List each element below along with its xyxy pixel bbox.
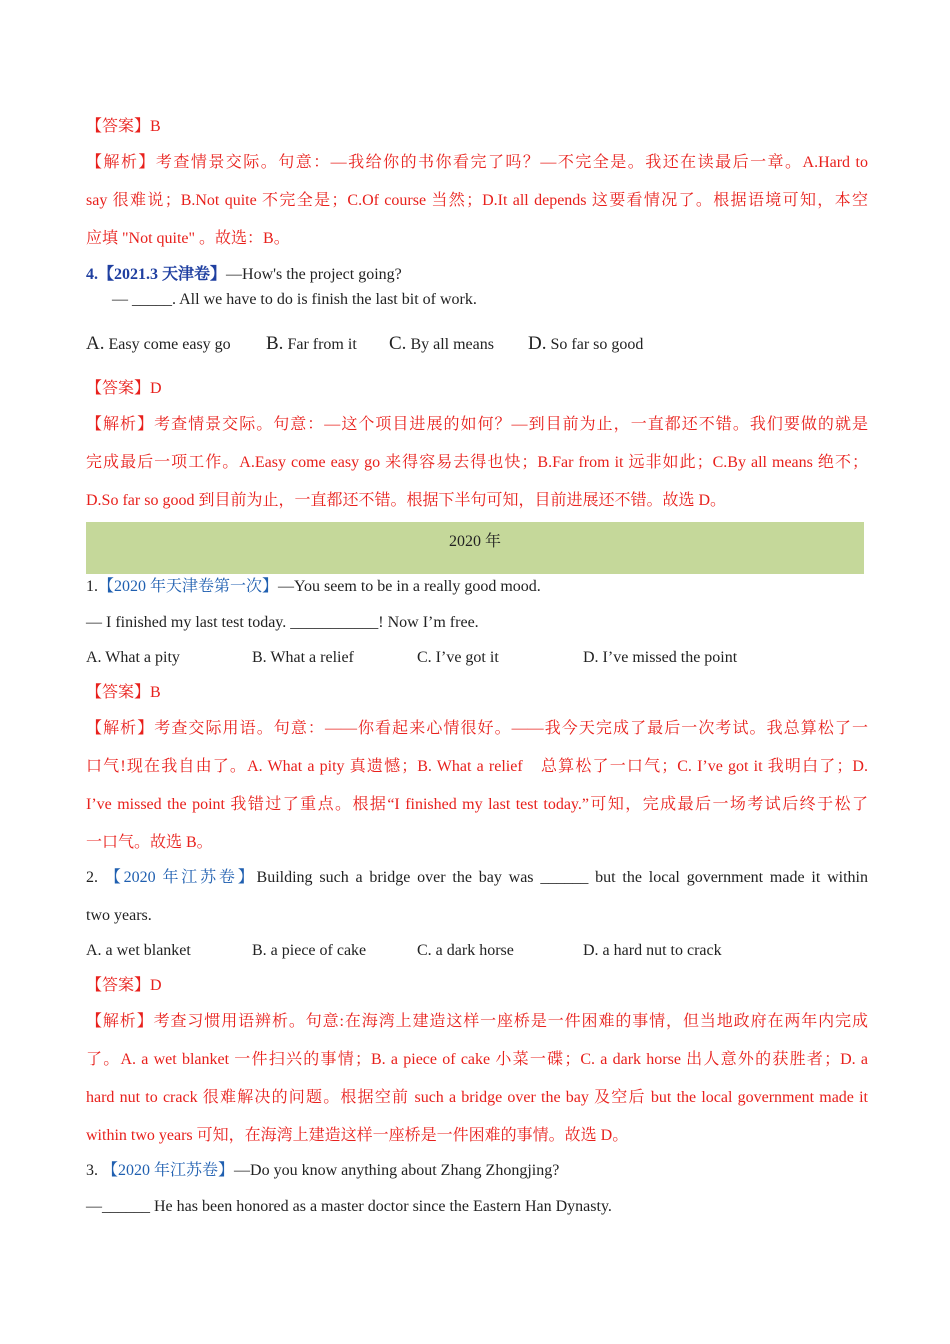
question-dialogue: —______ He has been honored as a master doctor since the Eastern Han Dynasty. bbox=[86, 1198, 612, 1215]
question-number: 3. bbox=[86, 1162, 98, 1179]
answer-value: D bbox=[150, 977, 162, 994]
question-text: —You seem to be in a really good mood. bbox=[278, 578, 541, 595]
option-d: D. So far so good bbox=[528, 333, 644, 354]
answer-value: D bbox=[150, 380, 162, 397]
analysis-line: 完成最后一项工作。A.Easy come easy go 来得容易去得也快；B.Far from it 远非如此；C.By all means 绝不； bbox=[86, 454, 868, 471]
option-a: A. a wet blanket bbox=[86, 942, 191, 959]
analysis-line: hard nut to crack 很难解决的问题。根据空前 such a bridge over the bay 及空后 but the local government made it bbox=[86, 1089, 868, 1106]
analysis-text: 考查习惯用语辨析。句意:在海湾上建造这样一座桥是一件困难的事情，但当地政府在两年内完成 bbox=[153, 1013, 868, 1030]
answer-tag: 【答案】 bbox=[86, 380, 151, 397]
analysis-text: 考查情景交际。句意：—我给你的书你看完了吗？—不完全是。我还在读最后一章。A.Hard to bbox=[155, 154, 868, 171]
answer-value: B bbox=[150, 118, 161, 135]
analysis-line: D.So far so good 到目前为止，一直都还不错。根据下半句可知，目前进展还不错。故选 D。 bbox=[86, 492, 726, 509]
question-source: 【2021.3 天津卷】 bbox=[98, 266, 227, 283]
question-number: 4. bbox=[86, 266, 98, 283]
question-stem bbox=[86, 265, 868, 285]
analysis-text: 考查情景交际。句意：—这个项目进展的如何？—到目前为止，一直都还不错。我们要做的就是 bbox=[154, 416, 868, 433]
question-dialogue: — _____. All we have to do is finish the last bit of work. bbox=[112, 291, 477, 308]
analysis-tag: 【解析】 bbox=[86, 1013, 154, 1030]
analysis-tag: 【解析】 bbox=[86, 416, 155, 433]
analysis-line bbox=[86, 415, 868, 435]
question-text: —Do you know anything about Zhang Zhongjing? bbox=[234, 1162, 560, 1179]
analysis-tag: 【解析】 bbox=[86, 154, 156, 171]
answer-tag: 【答案】 bbox=[86, 118, 151, 135]
answer-tag: 【答案】 bbox=[86, 977, 151, 994]
question-stem bbox=[86, 868, 868, 888]
question-text: Building such a bridge over the bay was ______ but the local government made it within bbox=[256, 869, 868, 886]
analysis-line bbox=[86, 153, 868, 173]
option-d: D. I’ve missed the point bbox=[583, 649, 738, 666]
analysis-text: 考查交际用语。句意：——你看起来心情很好。——我今天完成了最后一次考试。我总算松了一 bbox=[154, 720, 868, 737]
answer-line bbox=[86, 683, 868, 703]
option-a: A. What a pity bbox=[86, 649, 180, 666]
option-c: C. a dark horse bbox=[417, 942, 514, 959]
question-stem bbox=[86, 1161, 868, 1181]
question-stem bbox=[86, 577, 868, 597]
analysis-line: 一口气。故选 B。 bbox=[86, 834, 213, 851]
question-text: —How's the project going? bbox=[226, 266, 402, 283]
answer-line bbox=[86, 117, 868, 137]
section-header bbox=[86, 522, 864, 574]
analysis-line: 应填 "Not quite" 。故选：B。 bbox=[86, 230, 290, 247]
question-text-continued: two years. bbox=[86, 907, 152, 924]
analysis-line: say 很难说；B.Not quite 不完全是；C.Of course 当然；D.It all depends 这要看情况了。根据语境可知，本空 bbox=[86, 192, 868, 209]
option-b: B. What a relief bbox=[252, 649, 354, 666]
question-number: 2. bbox=[86, 869, 98, 886]
answer-line bbox=[86, 379, 868, 399]
option-b: B. a piece of cake bbox=[252, 942, 367, 959]
question-source: 【2020 年江苏卷】 bbox=[102, 1162, 235, 1179]
question-dialogue: — I finished my last test today. ___________! Now I’m free. bbox=[86, 614, 479, 631]
option-b: B. Far from it bbox=[266, 333, 357, 354]
question-number: 1. bbox=[86, 578, 98, 595]
analysis-line bbox=[86, 1012, 868, 1032]
analysis-line: within two years 可知，在海湾上建造这样一座桥是一件困难的事情。故选 D。 bbox=[86, 1127, 629, 1144]
option-c: C. I’ve got it bbox=[417, 649, 499, 666]
analysis-line: I’ve missed the point 我错过了重点。根据“I finished my last test today.”可知，完成最后一场考试后终于松了 bbox=[86, 796, 868, 813]
question-source: 【2020 年天津卷第一次】 bbox=[98, 578, 279, 595]
analysis-line bbox=[86, 719, 868, 739]
option-c: C. By all means bbox=[389, 333, 494, 354]
answer-value: B bbox=[150, 684, 161, 701]
analysis-line: 了。A. a wet blanket 一件扫兴的事情；B. a piece of cake 小菜一碟；C. a dark horse 出人意外的获胜者；D. a bbox=[86, 1051, 868, 1068]
question-source: 【2020 年江苏卷】 bbox=[104, 869, 257, 886]
analysis-tag: 【解析】 bbox=[86, 720, 155, 737]
answer-tag: 【答案】 bbox=[86, 684, 151, 701]
section-year: 2020 年 bbox=[448, 533, 501, 550]
option-a: A. Easy come easy go bbox=[86, 333, 231, 354]
analysis-line: 口气!现在我自由了。A. What a pity 真遗憾；B. What a relief 总算松了一口气；C. I’ve got it 我明白了；D. bbox=[86, 758, 868, 775]
answer-line bbox=[86, 976, 868, 996]
option-d: D. a hard nut to crack bbox=[583, 942, 722, 959]
